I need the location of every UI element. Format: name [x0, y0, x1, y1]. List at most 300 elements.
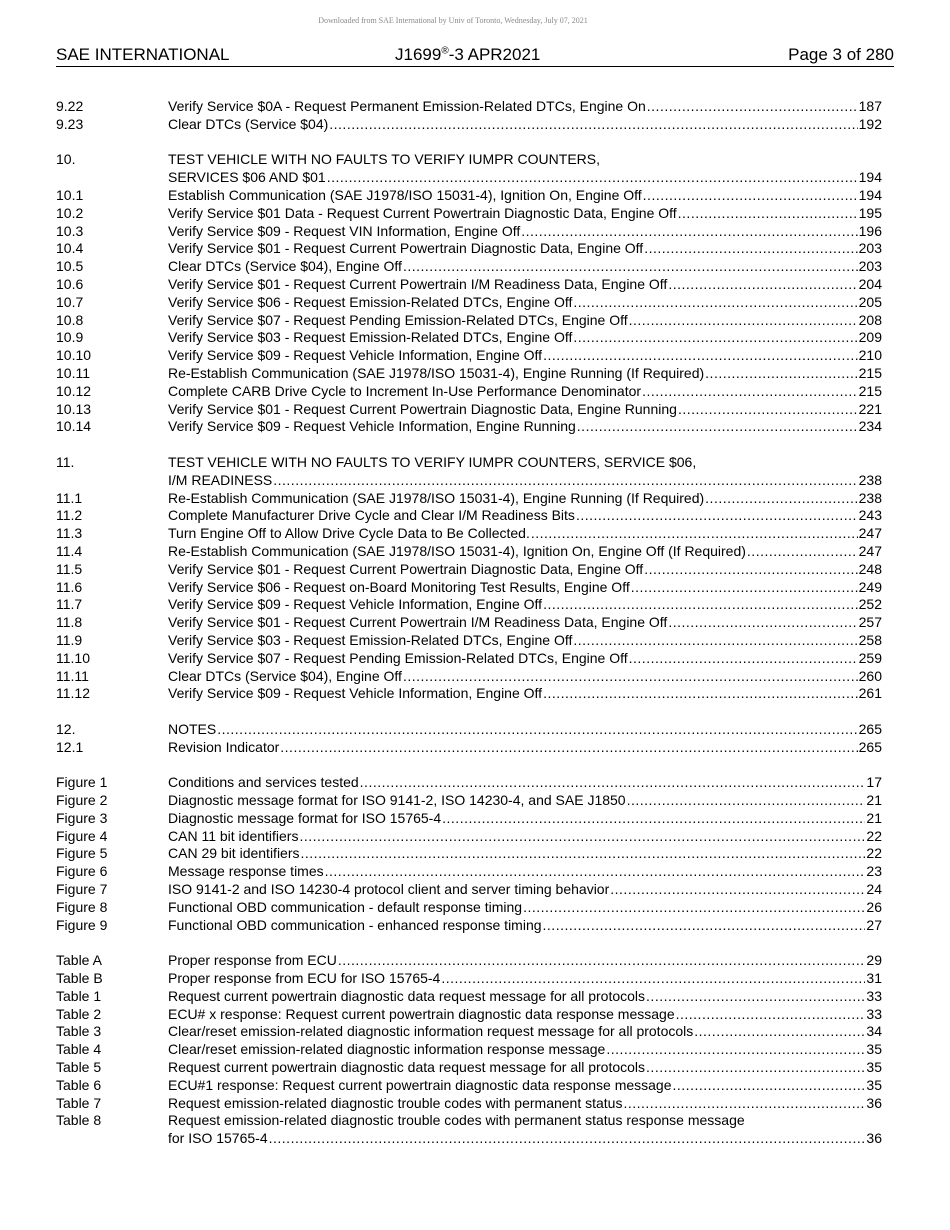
toc-number: 11.10: [56, 649, 90, 666]
toc-entry[interactable]: [56, 312, 882, 330]
toc-entry[interactable]: [56, 1041, 882, 1059]
toc-title-wrap: [168, 685, 882, 703]
toc-title-wrap: [168, 899, 882, 917]
toc-title-wrap: [168, 739, 882, 757]
toc-page-number: 187: [858, 98, 882, 114]
toc-leader-dots: [280, 739, 857, 757]
toc-page-number: 34: [866, 1023, 882, 1040]
toc-title: Request emission-related diagnostic trouble codes with permanent status: [168, 1094, 623, 1111]
toc-title: Clear DTCs (Service $04): [168, 115, 329, 132]
toc-title: Turn Engine Off to Allow Drive Cycle Data to Be Collected.: [168, 525, 530, 542]
toc-title-wrap: [168, 792, 882, 810]
toc-title: Verify Service $07 - Request Pending Emission-Related DTCs, Engine Off: [168, 311, 628, 328]
toc-entry[interactable]: [56, 472, 882, 490]
toc-number: 11.11: [56, 667, 89, 684]
toc-title-wrap: [168, 240, 882, 258]
toc-page-number: 259: [858, 649, 882, 666]
toc-title-wrap: [168, 1023, 882, 1041]
toc-page-number: 195: [858, 204, 882, 221]
toc-number: 9.23: [56, 115, 84, 132]
toc-leader-dots: [523, 899, 865, 917]
toc-leader-dots: [573, 294, 857, 312]
toc-entry[interactable]: [56, 561, 882, 579]
toc-leader-dots: [217, 721, 857, 739]
toc-leader-dots: [705, 365, 857, 383]
toc-number: Figure 5: [56, 845, 108, 862]
toc-leader-dots: [360, 774, 866, 792]
toc-title-wrap: [168, 1041, 882, 1059]
toc-title: Verify Service $01 - Request Current Powertrain I/M Readiness Data, Engine Off: [168, 275, 668, 292]
toc-leader-dots: [627, 792, 866, 810]
toc-page-number: 243: [858, 507, 882, 524]
toc-entry[interactable]: [56, 169, 882, 187]
toc-title-wrap: [168, 881, 882, 899]
toc-heading-text: Request emission-related diagnostic trouble codes with permanent status response message: [168, 1112, 745, 1129]
toc-entry[interactable]: [56, 329, 882, 347]
doc-id-suffix: -3 APR2021: [448, 45, 541, 64]
toc-entry[interactable]: [56, 739, 882, 757]
toc-leader-dots: [573, 632, 857, 650]
registered-mark: ®: [441, 45, 449, 57]
toc-entry[interactable]: [56, 418, 882, 436]
toc-number: 11.: [56, 453, 75, 470]
toc-leader-dots: [403, 668, 858, 686]
toc-entry[interactable]: [56, 596, 882, 614]
toc-number: 10.5: [56, 258, 84, 275]
toc-page-number: 247: [858, 525, 882, 542]
toc-title: Complete Manufacturer Drive Cycle and Clear I/M Readiness Bits: [168, 507, 575, 524]
page-header: [56, 44, 894, 67]
toc-title: Clear/reset emission-related diagnostic information response message: [168, 1041, 606, 1058]
toc-page-number: 17: [866, 774, 882, 791]
toc-title-wrap: [168, 561, 882, 579]
toc-leader-dots: [629, 312, 858, 330]
toc-entry[interactable]: [56, 490, 882, 508]
toc-entry[interactable]: [56, 1023, 882, 1041]
toc-leader-dots: [678, 205, 858, 223]
toc-title: Verify Service $09 - Request Vehicle Information, Engine Running: [168, 418, 576, 435]
toc-title-wrap: [168, 276, 882, 294]
toc-leader-dots: [678, 401, 858, 419]
toc-number: 11.8: [56, 614, 83, 631]
toc-title-wrap: [168, 205, 882, 223]
toc-leader-dots: [543, 917, 866, 935]
toc-page-number: 257: [858, 614, 882, 631]
toc-leader-dots: [610, 881, 865, 899]
toc-leader-dots: [531, 525, 858, 543]
toc-number: Figure 6: [56, 863, 108, 880]
toc-title-wrap: [168, 1095, 882, 1113]
table-of-contents: [56, 98, 882, 1148]
toc-page-number: 238: [858, 489, 882, 506]
header-org: SAE INTERNATIONAL: [56, 45, 230, 64]
toc-number: 10.6: [56, 275, 84, 292]
toc-title-wrap: [168, 418, 882, 436]
toc-title-wrap: [168, 721, 882, 739]
toc-title-wrap: [168, 845, 882, 863]
toc-title-wrap: [168, 863, 882, 881]
toc-leader-dots: [338, 952, 866, 970]
toc-entry[interactable]: [56, 365, 882, 383]
toc-title-wrap: [168, 347, 882, 365]
toc-number: 10.: [56, 151, 76, 168]
toc-leader-dots: [573, 329, 857, 347]
toc-leader-dots: [676, 1006, 866, 1024]
toc-title: SERVICES $06 AND $01: [168, 169, 326, 186]
toc-entry[interactable]: [56, 543, 882, 561]
toc-title: Verify Service $09 - Request VIN Information, Engine Off: [168, 222, 521, 239]
toc-number: 12.1: [56, 738, 84, 755]
toc-entry[interactable]: [56, 810, 882, 828]
toc-number: Table 6: [56, 1076, 102, 1093]
toc-page-number: 33: [866, 987, 882, 1004]
toc-page-number: 265: [858, 738, 882, 755]
toc-title-wrap: [168, 1077, 882, 1095]
toc-heading-row: [56, 151, 882, 169]
toc-title: ISO 9141-2 and ISO 14230-4 protocol client and server timing behavior: [168, 881, 610, 898]
toc-number: 12.: [56, 720, 76, 737]
toc-leader-dots: [273, 472, 857, 490]
toc-number: 11.9: [56, 631, 83, 648]
download-watermark: Downloaded from SAE International by Univ of Toronto, Wednesday, July 07, 2021: [318, 16, 588, 25]
toc-title: Establish Communication (SAE J1978/ISO 15031-4), Ignition On, Engine Off: [168, 186, 642, 203]
toc-title-wrap: [168, 490, 882, 508]
toc-leader-dots: [647, 98, 858, 116]
toc-entry[interactable]: [56, 1130, 882, 1148]
toc-page-number: 22: [866, 827, 882, 844]
toc-number: 11.4: [56, 542, 83, 559]
toc-title: Verify Service $01 - Request Current Powertrain Diagnostic Data, Engine Off: [168, 560, 644, 577]
toc-title-wrap: [168, 774, 882, 792]
toc-heading-text: TEST VEHICLE WITH NO FAULTS TO VERIFY IUMPR COUNTERS, SERVICE $06,: [168, 453, 697, 470]
toc-leader-dots: [694, 1023, 865, 1041]
toc-page-number: 204: [858, 275, 882, 292]
toc-number: Figure 1: [56, 774, 108, 791]
toc-leader-dots: [403, 258, 858, 276]
toc-page-number: 36: [866, 1130, 882, 1147]
toc-heading-row: [56, 1112, 882, 1130]
toc-entry[interactable]: [56, 614, 882, 632]
toc-heading-text: TEST VEHICLE WITH NO FAULTS TO VERIFY IUMPR COUNTERS,: [168, 151, 600, 168]
toc-page-number: 194: [858, 186, 882, 203]
toc-page-number: 203: [858, 258, 882, 275]
toc-title-wrap: [168, 312, 882, 330]
toc-entry[interactable]: [56, 668, 882, 686]
toc-title: Conditions and services tested: [168, 774, 359, 791]
toc-title: Verify Service $09 - Request Vehicle Information, Engine Off: [168, 596, 543, 613]
toc-number: Table B: [56, 970, 103, 987]
toc-number: [56, 472, 168, 490]
toc-title: Functional OBD communication - enhanced response timing: [168, 916, 542, 933]
toc-number: 11.3: [56, 525, 83, 542]
toc-number: [56, 1130, 168, 1148]
toc-title-wrap: [168, 187, 882, 205]
toc-title: Verify Service $06 - Request Emission-Related DTCs, Engine Off: [168, 293, 573, 310]
toc-title: Verify Service $09 - Request Vehicle Information, Engine Off: [168, 685, 543, 702]
toc-entry[interactable]: [56, 917, 882, 935]
toc-title: Diagnostic message format for ISO 9141-2, ISO 14230-4, and SAE J1850: [168, 792, 626, 809]
toc-title-wrap: [168, 668, 882, 686]
toc-title-wrap: [168, 810, 882, 828]
toc-entry[interactable]: [56, 952, 882, 970]
toc-page-number: 27: [866, 916, 882, 933]
toc-title: Clear/reset emission-related diagnostic information request message for all protocols: [168, 1023, 694, 1040]
toc-title: Functional OBD communication - default response timing: [168, 898, 523, 915]
toc-number: 10.8: [56, 311, 84, 328]
toc-entry[interactable]: [56, 1006, 882, 1024]
toc-title-wrap: [168, 365, 882, 383]
toc-leader-dots: [329, 116, 857, 134]
toc-entry[interactable]: [56, 401, 882, 419]
toc-page-number: 221: [858, 400, 882, 417]
toc-entry[interactable]: [56, 579, 882, 597]
toc-entry[interactable]: [56, 970, 882, 988]
toc-leader-dots: [269, 1130, 866, 1148]
toc-leader-dots: [576, 507, 858, 525]
toc-title-wrap: [168, 1130, 882, 1148]
toc-entry[interactable]: [56, 650, 882, 668]
toc-leader-dots: [631, 579, 858, 597]
toc-page-number: 258: [858, 631, 882, 648]
toc-entry[interactable]: [56, 258, 882, 276]
toc-number: Figure 4: [56, 827, 108, 844]
toc-entry[interactable]: [56, 187, 882, 205]
toc-title-wrap: [168, 828, 882, 846]
toc-leader-dots: [543, 347, 858, 365]
toc-entry[interactable]: [56, 98, 882, 116]
toc-entry[interactable]: [56, 881, 882, 899]
toc-title-wrap: [168, 98, 882, 116]
toc-number: Table 1: [56, 987, 102, 1004]
toc-entry[interactable]: [56, 507, 882, 525]
toc-entry[interactable]: [56, 792, 882, 810]
toc-title-wrap: [168, 525, 882, 543]
toc-page-number: 215: [858, 382, 882, 399]
toc-number: 10.13: [56, 400, 92, 417]
toc-page-number: 21: [866, 809, 882, 826]
toc-number: 11.7: [56, 596, 83, 613]
toc-title-wrap: [168, 472, 882, 490]
toc-leader-dots: [668, 276, 857, 294]
toc-title-wrap: [168, 401, 882, 419]
toc-page-number: 249: [858, 578, 882, 595]
toc-leader-dots: [606, 1041, 865, 1059]
toc-number: [56, 169, 168, 187]
toc-title: Verify Service $03 - Request Emission-Related DTCs, Engine Off: [168, 329, 573, 346]
toc-leader-dots: [623, 1095, 865, 1113]
toc-leader-dots: [543, 685, 858, 703]
toc-title-wrap: [168, 614, 882, 632]
toc-title: Request current powertrain diagnostic data request message for all protocols: [168, 1059, 646, 1076]
toc-number: 11.6: [56, 578, 83, 595]
toc-title: Re-Establish Communication (SAE J1978/ISO 15031-4), Engine Running (If Required): [168, 489, 705, 506]
toc-leader-dots: [325, 863, 866, 881]
toc-page-number: 205: [858, 293, 882, 310]
toc-title: ECU#1 response: Request current powertrain diagnostic data response message: [168, 1076, 672, 1093]
toc-title-wrap: [168, 579, 882, 597]
toc-number: 11.12: [56, 685, 90, 702]
toc-page-number: 208: [858, 311, 882, 328]
toc-title-wrap: [168, 596, 882, 614]
toc-entry[interactable]: [56, 899, 882, 917]
toc-entry[interactable]: [56, 205, 882, 223]
toc-leader-dots: [543, 596, 858, 614]
toc-entry[interactable]: [56, 632, 882, 650]
toc-number: 10.10: [56, 347, 92, 364]
toc-number: 10.4: [56, 240, 84, 257]
toc-leader-dots: [705, 490, 857, 508]
toc-page-number: 23: [866, 863, 882, 880]
toc-entry[interactable]: [56, 116, 882, 134]
toc-title: Verify Service $01 Data - Request Current Powertrain Diagnostic Data, Engine Off: [168, 204, 677, 221]
toc-number: Figure 2: [56, 792, 108, 809]
doc-id-text: J1699: [395, 45, 442, 64]
toc-page-number: 36: [866, 1094, 882, 1111]
toc-entry[interactable]: [56, 347, 882, 365]
toc-title: Verify Service $01 - Request Current Powertrain Diagnostic Data, Engine Running: [168, 400, 677, 417]
toc-leader-dots: [521, 223, 857, 241]
toc-number: 10.12: [56, 382, 92, 399]
toc-title-wrap: [168, 917, 882, 935]
toc-title-wrap: [168, 952, 882, 970]
toc-page-number: 238: [858, 471, 882, 488]
toc-page-number: 31: [866, 970, 882, 987]
toc-number: 11.5: [56, 560, 83, 577]
toc-entry[interactable]: [56, 863, 882, 881]
toc-number: 10.9: [56, 329, 84, 346]
toc-title: CAN 11 bit identifiers: [168, 827, 299, 844]
toc-page-number: 29: [866, 952, 882, 969]
toc-title: Verify Service $01 - Request Current Powertrain Diagnostic Data, Engine Off: [168, 240, 644, 257]
toc-page-number: 247: [858, 542, 882, 559]
toc-title-wrap: [168, 970, 882, 988]
toc-entry[interactable]: [56, 276, 882, 294]
toc-title: Complete CARB Drive Cycle to Increment In-Use Performance Denominator: [168, 382, 642, 399]
toc-title: Verify Service $06 - Request on-Board Monitoring Test Results, Engine Off: [168, 578, 630, 595]
toc-number: Table 7: [56, 1094, 102, 1111]
toc-title: Verify Service $03 - Request Emission-Related DTCs, Engine Off: [168, 631, 573, 648]
toc-entry[interactable]: [56, 383, 882, 401]
toc-page-number: 35: [866, 1041, 882, 1058]
toc-title-wrap: [168, 507, 882, 525]
toc-page-number: 210: [858, 347, 882, 364]
toc-page-number: 215: [858, 364, 882, 381]
toc-entry[interactable]: [56, 828, 882, 846]
toc-number: Table 2: [56, 1005, 102, 1022]
toc-number: Table 8: [56, 1112, 102, 1129]
toc-page-number: 21: [866, 792, 882, 809]
toc-page-number: 33: [866, 1005, 882, 1022]
toc-page-number: 248: [858, 560, 882, 577]
toc-entry[interactable]: [56, 685, 882, 703]
toc-number: 10.3: [56, 222, 84, 239]
toc-number: 10.2: [56, 204, 84, 221]
toc-page-number: 22: [866, 845, 882, 862]
toc-title-wrap: [168, 258, 882, 276]
header-page-number: Page 3 of 280: [788, 45, 894, 64]
toc-title: Verify Service $0A - Request Permanent Emission-Related DTCs, Engine On: [168, 98, 646, 114]
toc-leader-dots: [646, 1059, 865, 1077]
toc-title: Request current powertrain diagnostic data request message for all protocols: [168, 987, 646, 1004]
toc-title-wrap: [168, 329, 882, 347]
toc-number: 10.11: [56, 364, 90, 381]
toc-title: Verify Service $01 - Request Current Powertrain I/M Readiness Data, Engine Off: [168, 614, 668, 631]
toc-page-number: 194: [858, 169, 882, 186]
toc-entry[interactable]: [56, 774, 882, 792]
toc-leader-dots: [327, 169, 858, 187]
toc-page-number: 261: [858, 685, 882, 702]
toc-number: Table A: [56, 952, 102, 969]
toc-leader-dots: [299, 828, 865, 846]
toc-title-wrap: [168, 294, 882, 312]
toc-title: Diagnostic message format for ISO 15765-4: [168, 809, 442, 826]
toc-page-number: 26: [866, 898, 882, 915]
toc-page-number: 196: [858, 222, 882, 239]
toc-number: Figure 3: [56, 809, 108, 826]
toc-title: ECU# x response: Request current powertrain diagnostic data response message: [168, 1005, 675, 1022]
toc-number: Table 3: [56, 1023, 102, 1040]
toc-title: Proper response from ECU for ISO 15765-4: [168, 970, 441, 987]
toc-title-wrap: [168, 1006, 882, 1024]
toc-title-wrap: [168, 116, 882, 134]
toc-entry[interactable]: [56, 1095, 882, 1113]
toc-page-number: 234: [858, 418, 882, 435]
toc-leader-dots: [577, 418, 858, 436]
toc-title-wrap: [168, 223, 882, 241]
toc-entry[interactable]: [56, 294, 882, 312]
toc-leader-dots: [642, 383, 858, 401]
toc-leader-dots: [643, 187, 858, 205]
toc-number: 10.1: [56, 186, 84, 203]
toc-title: Proper response from ECU: [168, 952, 337, 969]
toc-entry[interactable]: [56, 1077, 882, 1095]
toc-title-wrap: [168, 1059, 882, 1077]
toc-title-wrap: [168, 988, 882, 1006]
toc-number: Table 5: [56, 1059, 102, 1076]
toc-title-wrap: [168, 650, 882, 668]
toc-leader-dots: [644, 240, 857, 258]
toc-title: Clear DTCs (Service $04), Engine Off: [168, 667, 402, 684]
toc-page-number: 265: [858, 720, 882, 737]
toc-title-wrap: [168, 632, 882, 650]
toc-number: Figure 7: [56, 881, 108, 898]
toc-title: Revision Indicator: [168, 738, 280, 755]
toc-title: Re-Establish Communication (SAE J1978/ISO 15031-4), Ignition On, Engine Off (If Required): [168, 542, 746, 559]
toc-number: Figure 9: [56, 916, 108, 933]
toc-leader-dots: [629, 650, 858, 668]
toc-title: Re-Establish Communication (SAE J1978/ISO 15031-4), Engine Running (If Required): [168, 364, 705, 381]
toc-entry[interactable]: [56, 721, 882, 739]
toc-entry[interactable]: [56, 223, 882, 241]
toc-entry[interactable]: [56, 525, 882, 543]
toc-leader-dots: [747, 543, 858, 561]
toc-number: 9.22: [56, 98, 84, 114]
toc-number: 11.1: [56, 489, 83, 506]
header-doc-id: [395, 45, 540, 65]
toc-entry[interactable]: [56, 988, 882, 1006]
toc-number: 10.7: [56, 293, 84, 310]
toc-entry[interactable]: [56, 1059, 882, 1077]
toc-leader-dots: [301, 845, 866, 863]
toc-entry[interactable]: [56, 240, 882, 258]
toc-title: for ISO 15765-4: [168, 1130, 268, 1147]
toc-entry[interactable]: [56, 845, 882, 863]
toc-number: 11.2: [56, 507, 83, 524]
toc-title-wrap: [168, 543, 882, 561]
toc-leader-dots: [644, 561, 857, 579]
toc-title-wrap: [168, 169, 882, 187]
toc-title: Clear DTCs (Service $04), Engine Off: [168, 258, 402, 275]
